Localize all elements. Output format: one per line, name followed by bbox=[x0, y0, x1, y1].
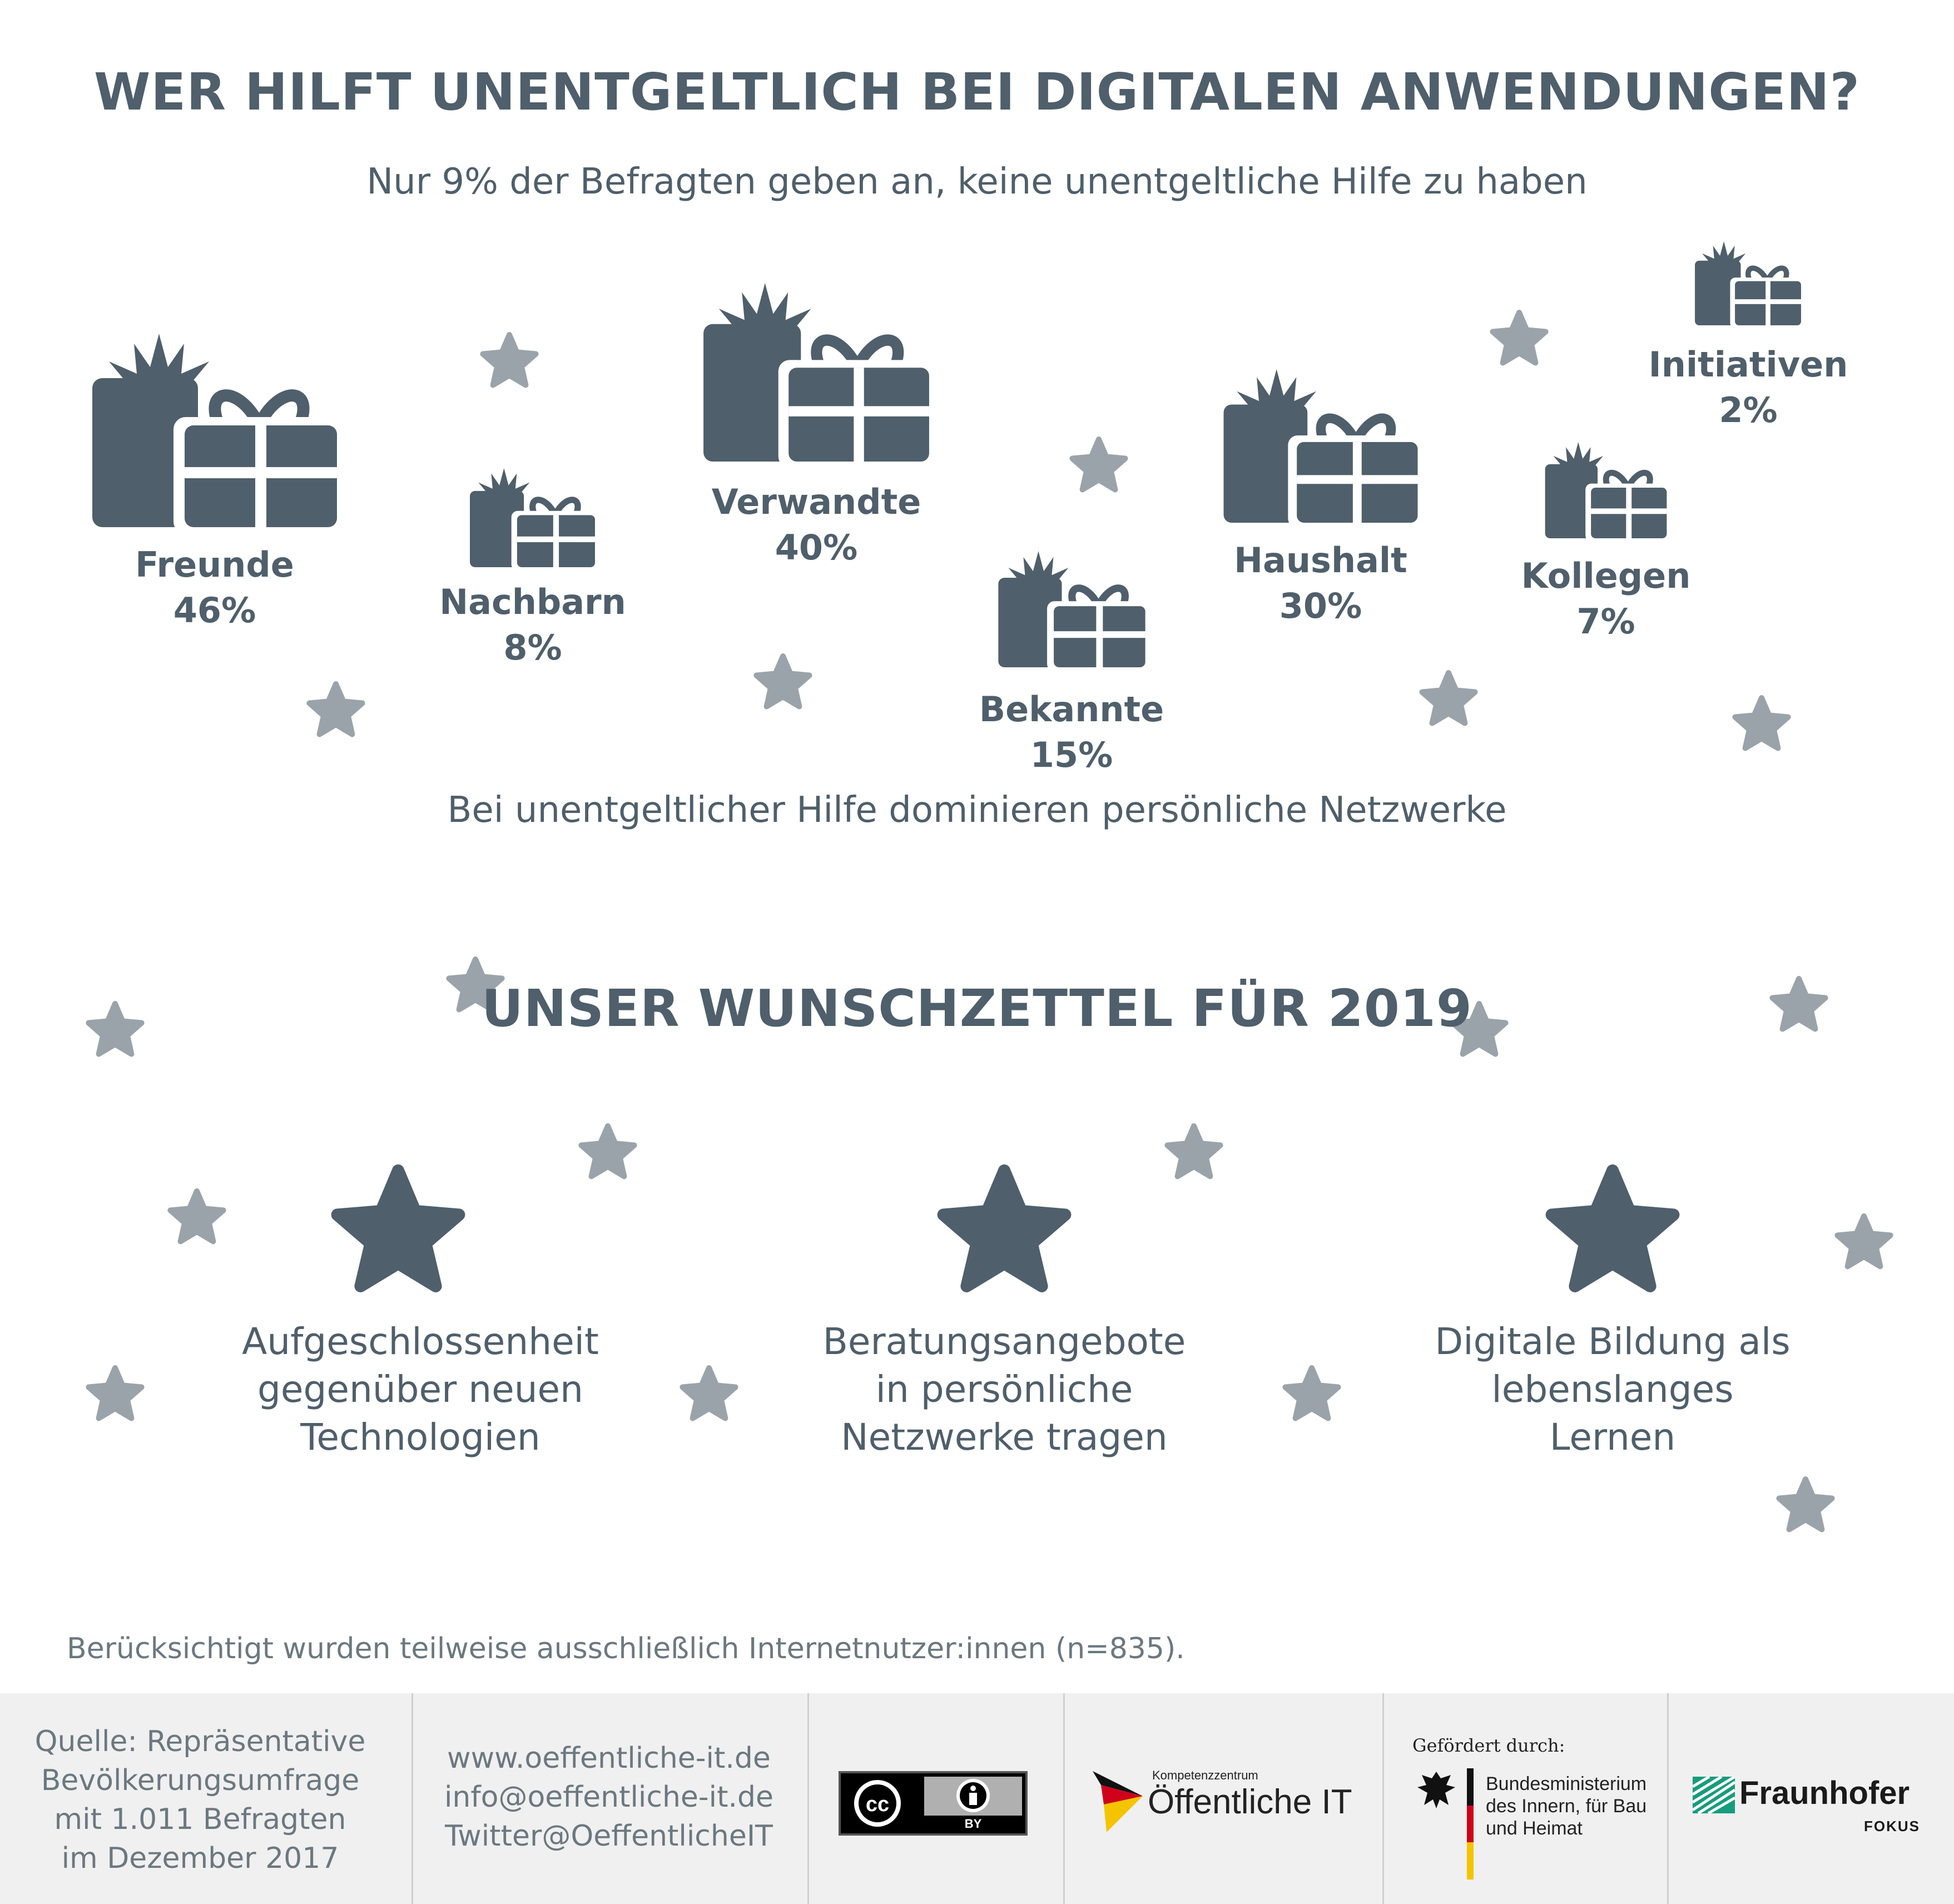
wish-item-line: gegenüber neuen bbox=[257, 1368, 583, 1411]
subtitle: Nur 9% der Befragten geben an, keine unentgeltliche Hilfe zu haben bbox=[366, 161, 1588, 202]
wishlist-title: UNSER WUNSCHZETTEL FÜR 2019 bbox=[482, 979, 1472, 1038]
fraunhofer-logo-icon bbox=[1693, 1777, 1735, 1813]
ministry-line: Bundesministerium bbox=[1486, 1773, 1647, 1794]
category-label: Initiativen bbox=[1648, 344, 1848, 385]
ministry-line: und Heimat bbox=[1486, 1818, 1583, 1839]
source-info bbox=[11, 1722, 389, 1878]
oeffentliche-it-name: Öffentliche IT bbox=[1148, 1783, 1352, 1821]
value-label: 15% bbox=[1030, 735, 1113, 775]
wish-star-icon bbox=[921, 1151, 1088, 1301]
wish-item-line: Aufgeschlossenheit bbox=[242, 1320, 599, 1363]
wish-star-icon bbox=[315, 1151, 482, 1301]
cc-by-text: BY bbox=[964, 1817, 982, 1831]
website-link[interactable]: www.oeffentliche-it.de bbox=[447, 1742, 771, 1775]
wish-item-text bbox=[170, 1318, 671, 1461]
footnote: Berücksichtigt wurden teilweise ausschließlich Internetnutzer:innen (n=835). bbox=[67, 1632, 1185, 1665]
value-label: 30% bbox=[1279, 586, 1362, 626]
value-label: 40% bbox=[775, 527, 858, 568]
german-flag-bar bbox=[1467, 1768, 1474, 1880]
ministry-line: des Innern, für Bau bbox=[1486, 1796, 1647, 1817]
wish-item-line: Digitale Bildung als bbox=[1435, 1320, 1791, 1363]
category-label: Haushalt bbox=[1234, 540, 1407, 581]
source-line: mit 1.011 Befragten bbox=[54, 1803, 346, 1836]
fraunhofer-name: Fraunhofer bbox=[1739, 1775, 1910, 1811]
footer-divider bbox=[1382, 1693, 1384, 1904]
wish-item-line: Lernen bbox=[1549, 1416, 1676, 1459]
federal-eagle-icon bbox=[1415, 1768, 1457, 1811]
oeffentliche-it-logo-icon bbox=[1090, 1766, 1145, 1838]
category-label: Nachbarn bbox=[439, 582, 626, 622]
wish-item-line: Netzwerke tragen bbox=[841, 1416, 1168, 1459]
source-line: im Dezember 2017 bbox=[61, 1842, 339, 1875]
wish-item-line: Beratungsangebote bbox=[822, 1320, 1186, 1363]
category-label: Bekannte bbox=[979, 689, 1164, 730]
footer-divider bbox=[807, 1693, 809, 1904]
funded-by-label: Gefördert durch: bbox=[1412, 1735, 1565, 1756]
footer-divider bbox=[1667, 1693, 1669, 1904]
cc-by-license-badge[interactable] bbox=[839, 1771, 1028, 1836]
category-label: Verwandte bbox=[711, 482, 921, 522]
wish-star-icon bbox=[1529, 1151, 1696, 1301]
source-line: Quelle: Repräsentative bbox=[34, 1725, 366, 1758]
source-line: Bevölkerungsumfrage bbox=[41, 1764, 360, 1797]
value-label: 46% bbox=[173, 590, 256, 631]
wish-item-line: in persönliche bbox=[875, 1368, 1133, 1411]
value-label: 7% bbox=[1576, 601, 1635, 642]
footer-divider bbox=[411, 1693, 413, 1904]
svg-text:cc: cc bbox=[865, 1793, 890, 1816]
footer bbox=[0, 1693, 1954, 1904]
value-label: 2% bbox=[1719, 390, 1778, 430]
contact-info bbox=[423, 1739, 795, 1856]
category-label: Freunde bbox=[135, 544, 294, 585]
category-label: Kollegen bbox=[1521, 556, 1691, 596]
wish-item-text bbox=[754, 1318, 1254, 1461]
chart-caption: Bei unentgeltlicher Hilfe dominieren persönliche Netzwerke bbox=[447, 790, 1507, 831]
wish-item-line: lebenslanges bbox=[1491, 1368, 1734, 1411]
wish-item-line: Technologien bbox=[300, 1416, 540, 1459]
footer-divider bbox=[1063, 1693, 1065, 1904]
kompetenzzentrum-label: Kompetenzzentrum bbox=[1152, 1768, 1258, 1782]
fokus-label: FOKUS bbox=[1864, 1818, 1920, 1834]
wish-item-text bbox=[1362, 1318, 1863, 1461]
ministry-name bbox=[1486, 1773, 1646, 1839]
value-label: 8% bbox=[503, 627, 562, 668]
email-link[interactable]: info@oeffentliche-it.de bbox=[444, 1781, 774, 1814]
twitter-link[interactable]: Twitter@OeffentlicheIT bbox=[445, 1819, 773, 1853]
main-title: WER HILFT UNENTGELTLICH BEI DIGITALEN ANWENDUNGEN? bbox=[93, 62, 1861, 122]
